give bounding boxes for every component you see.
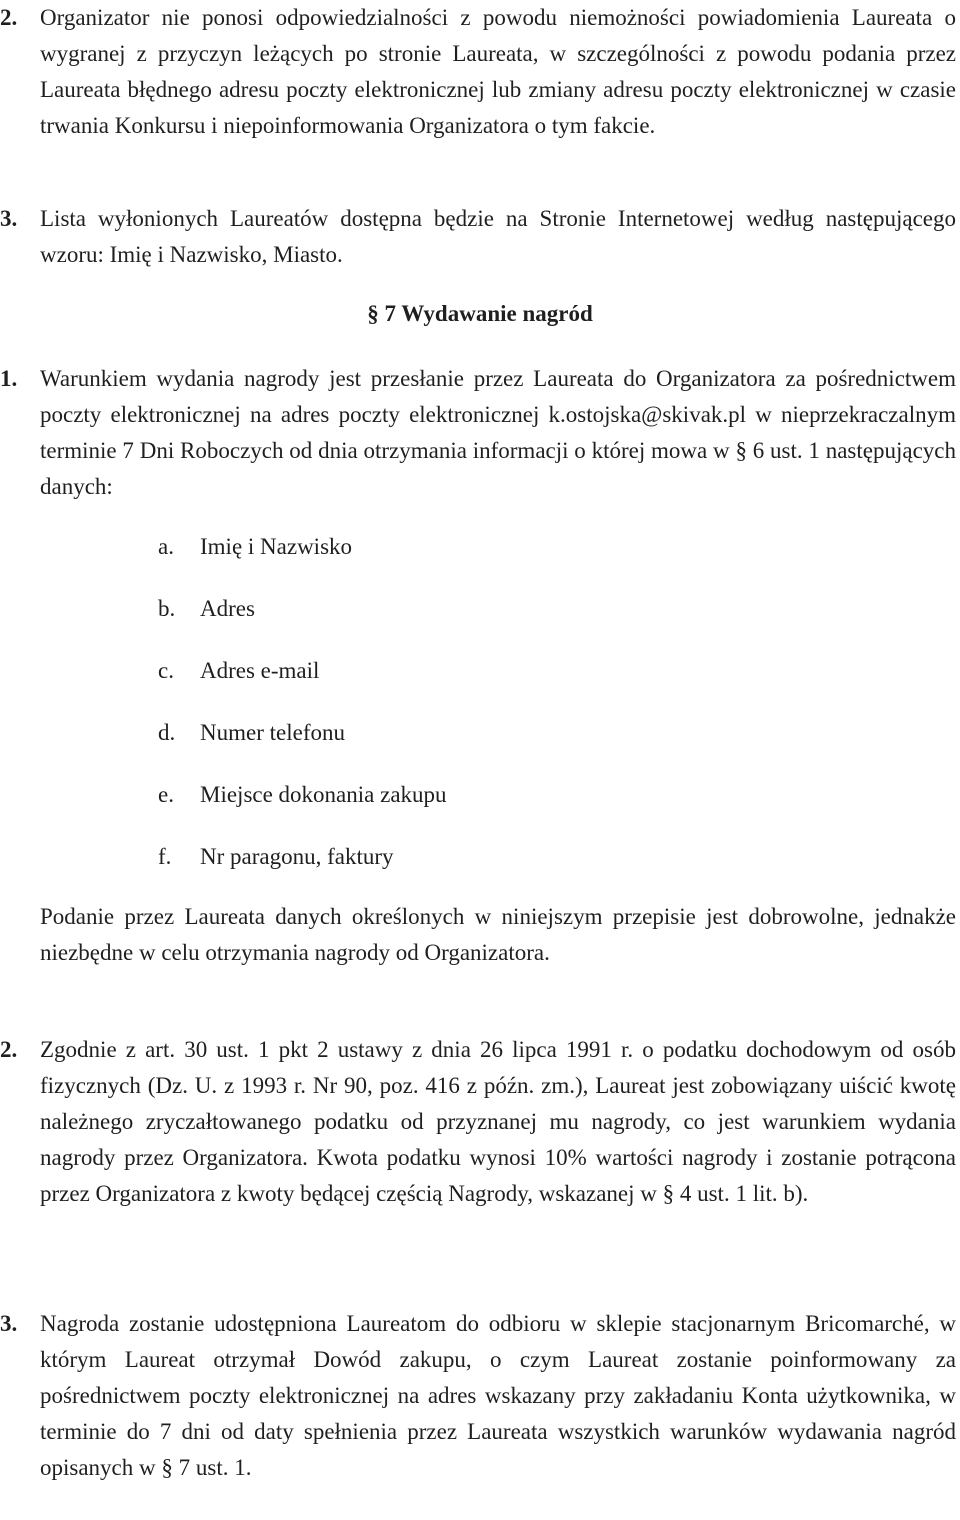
- paragraph-number: 3.: [0, 1311, 18, 1336]
- voluntary-data-note: Podanie przez Laureata danych określonych w niniejszym przepisie jest dobrowolne, jednakże niezbędne w celu otrzymania nagrody od Organizatora.: [40, 904, 956, 965]
- paragraph-number: 1.: [0, 366, 18, 391]
- paragraph-text: Warunkiem wydania nagrody jest przesłanie przez Laureata do Organizatora za pośrednictwem poczty elektronicznej na adres poczty elektronicznej k.ostojska@skivak.pl w nieprzekraczalnym terminie 7 Dni Roboczych od dnia otrzymania informacji o której mowa w § 6 ust. 1 następujących danych:: [40, 366, 956, 499]
- paragraph-liability: [0, 0, 956, 144]
- list-item-text: Numer telefonu: [200, 720, 345, 745]
- section-heading: § 7 Wydawanie nagród: [367, 301, 593, 326]
- list-item-letter: c.: [158, 658, 174, 683]
- paragraph-winners-list: [0, 201, 956, 273]
- paragraph-number: 2.: [0, 5, 18, 30]
- paragraph-text: Organizator nie ponosi odpowiedzialności z powodu niemożności powiadomienia Laureata o wygranej z przyczyn leżących po stronie Laureata, w szczególności z powodu podania przez Laureata błędnego adresu poczty elektronicznej lub zmiany adresu poczty elektronicznej w czasie trwania Konkursu i niepoinformowania Organizatora o tym fakcie.: [40, 5, 956, 138]
- list-item-letter: d.: [158, 720, 176, 745]
- list-item-text: Adres e-mail: [200, 658, 320, 683]
- paragraph-text: Nagroda zostanie udostępniona Laureatom do odbioru w sklepie stacjonarnym Bricomarché, w którym Laureat otrzymał Dowód zakupu, o czym Laureat zostanie poinformowany za pośrednictwem poczty elektronicznej na adres wskazany przy zakładaniu Konta użytkownika, w terminie do 7 dni od daty spełnienia przez Laureata wszystkich warunków wydawania nagród opisanych w § 7 ust. 1.: [40, 1311, 956, 1480]
- paragraph-number: 2.: [0, 1037, 18, 1062]
- paragraph-tax: [0, 1032, 956, 1212]
- paragraph-text: Lista wyłonionych Laureatów dostępna będzie na Stronie Internetowej według następującego wzoru: Imię i Nazwisko, Miasto.: [40, 206, 956, 267]
- paragraph-number: 3.: [0, 206, 18, 231]
- paragraph-text: Zgodnie z art. 30 ust. 1 pkt 2 ustawy z dnia 26 lipca 1991 r. o podatku dochodowym od osób fizycznych (Dz. U. z 1993 r. Nr 90, poz. 416 z późn. zm.), Laureat jest zobowiązany uiścić kwotę należnego zryczałtowanego podatku od przyznanej mu nagrody, co jest warunkiem wydania nagrody przez Organizatora. Kwota podatku wynosi 10% wartości nagrody i zostanie potrącona przez Organizatora z kwoty będącej częścią Nagrody, wskazanej w § 4 ust. 1 lit. b).: [40, 1037, 956, 1206]
- list-item-text: Nr paragonu, faktury: [200, 844, 394, 869]
- list-item-letter: b.: [158, 596, 176, 621]
- list-item-letter: e.: [158, 782, 174, 807]
- paragraph-prize-condition: [0, 361, 956, 505]
- list-item-letter: a.: [158, 534, 174, 559]
- list-item-text: Adres: [200, 596, 255, 621]
- list-item-text: Miejsce dokonania zakupu: [200, 782, 447, 807]
- list-item-letter: f.: [158, 844, 172, 869]
- paragraph-prize-pickup: [0, 1306, 956, 1486]
- list-item-text: Imię i Nazwisko: [200, 534, 353, 559]
